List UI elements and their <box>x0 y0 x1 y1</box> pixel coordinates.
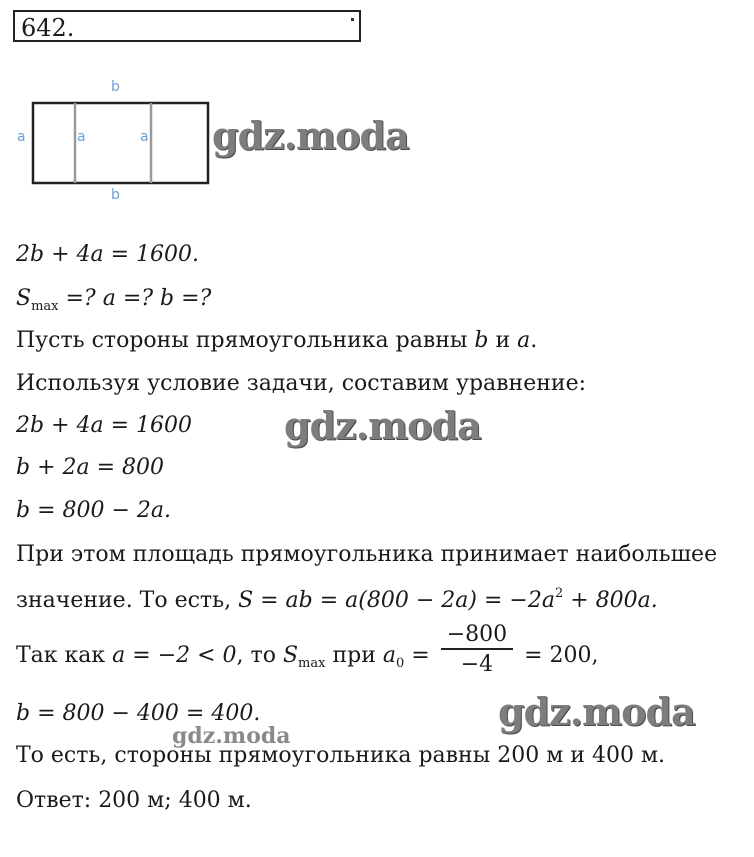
watermark-1: gdz.moda <box>212 113 409 158</box>
s-symbol-2: S <box>282 643 299 668</box>
task-number: 642. <box>21 14 75 42</box>
equation-3: b = 800 − 2a. <box>16 498 172 523</box>
square-exponent: 2 <box>554 586 564 601</box>
rectangle-svg <box>0 0 260 210</box>
then-text: , то <box>236 643 283 668</box>
sides-text: Пусть стороны прямоугольника равны <box>16 328 475 353</box>
area-formula-line <box>16 587 658 612</box>
a0-symbol: a <box>382 643 396 668</box>
var-b: b <box>474 328 489 353</box>
vertex-result: = 200, <box>517 643 599 668</box>
label-top-b: b <box>111 79 120 95</box>
fraction <box>441 624 513 676</box>
rectangle-diagram <box>0 0 260 210</box>
box-mark <box>351 18 354 21</box>
var-a: a <box>517 328 531 353</box>
when-text: при <box>325 643 383 668</box>
period: . <box>530 328 538 353</box>
label-bottom-b: b <box>111 187 120 203</box>
fraction-denominator: −4 <box>460 652 494 677</box>
vertex-line <box>16 622 599 682</box>
s-symbol: S <box>16 286 32 311</box>
watermark-3: gdz.moda <box>498 689 695 734</box>
b-calculation: b = 800 − 400 = 400. <box>16 701 261 726</box>
sides-statement <box>16 330 537 352</box>
max-subscript-2: max <box>298 656 326 671</box>
equation-perimeter: 2b + 4a = 1600. <box>16 242 200 267</box>
area-formula: S = ab = a(800 − 2a) = −2a <box>238 588 555 613</box>
watermark-4: gdz.moda <box>172 723 291 749</box>
question-line <box>16 288 211 313</box>
label-inner-a-1: a <box>77 129 86 145</box>
equals: = <box>404 643 437 668</box>
condition-statement: Используя условие задачи, составим уравнение: <box>16 371 587 396</box>
area-text: значение. То есть, <box>16 588 239 613</box>
question-rest: =? a =? b =? <box>58 286 212 311</box>
fraction-numerator: −800 <box>441 624 513 650</box>
since-text: Так как <box>16 643 113 668</box>
label-left-a: a <box>17 129 26 145</box>
conclusion: То есть, стороны прямоугольника равны 200 м и 400 м. <box>16 743 666 768</box>
equation-1: 2b + 4a = 1600 <box>16 413 193 438</box>
rectangle-outline <box>33 103 208 183</box>
equation-2: b + 2a = 800 <box>16 455 165 480</box>
label-inner-a-2: a <box>140 129 149 145</box>
max-subscript: max <box>31 299 59 314</box>
a0-subscript: 0 <box>395 656 405 671</box>
coef-condition: a = −2 < 0 <box>112 643 237 668</box>
area-formula-tail: + 800a. <box>563 588 658 613</box>
watermark-2: gdz.moda <box>284 403 481 448</box>
area-statement: При этом площадь прямоугольника принимает наибольшее <box>16 542 718 567</box>
and-word: и <box>488 328 518 353</box>
answer: Ответ: 200 м; 400 м. <box>16 788 252 813</box>
